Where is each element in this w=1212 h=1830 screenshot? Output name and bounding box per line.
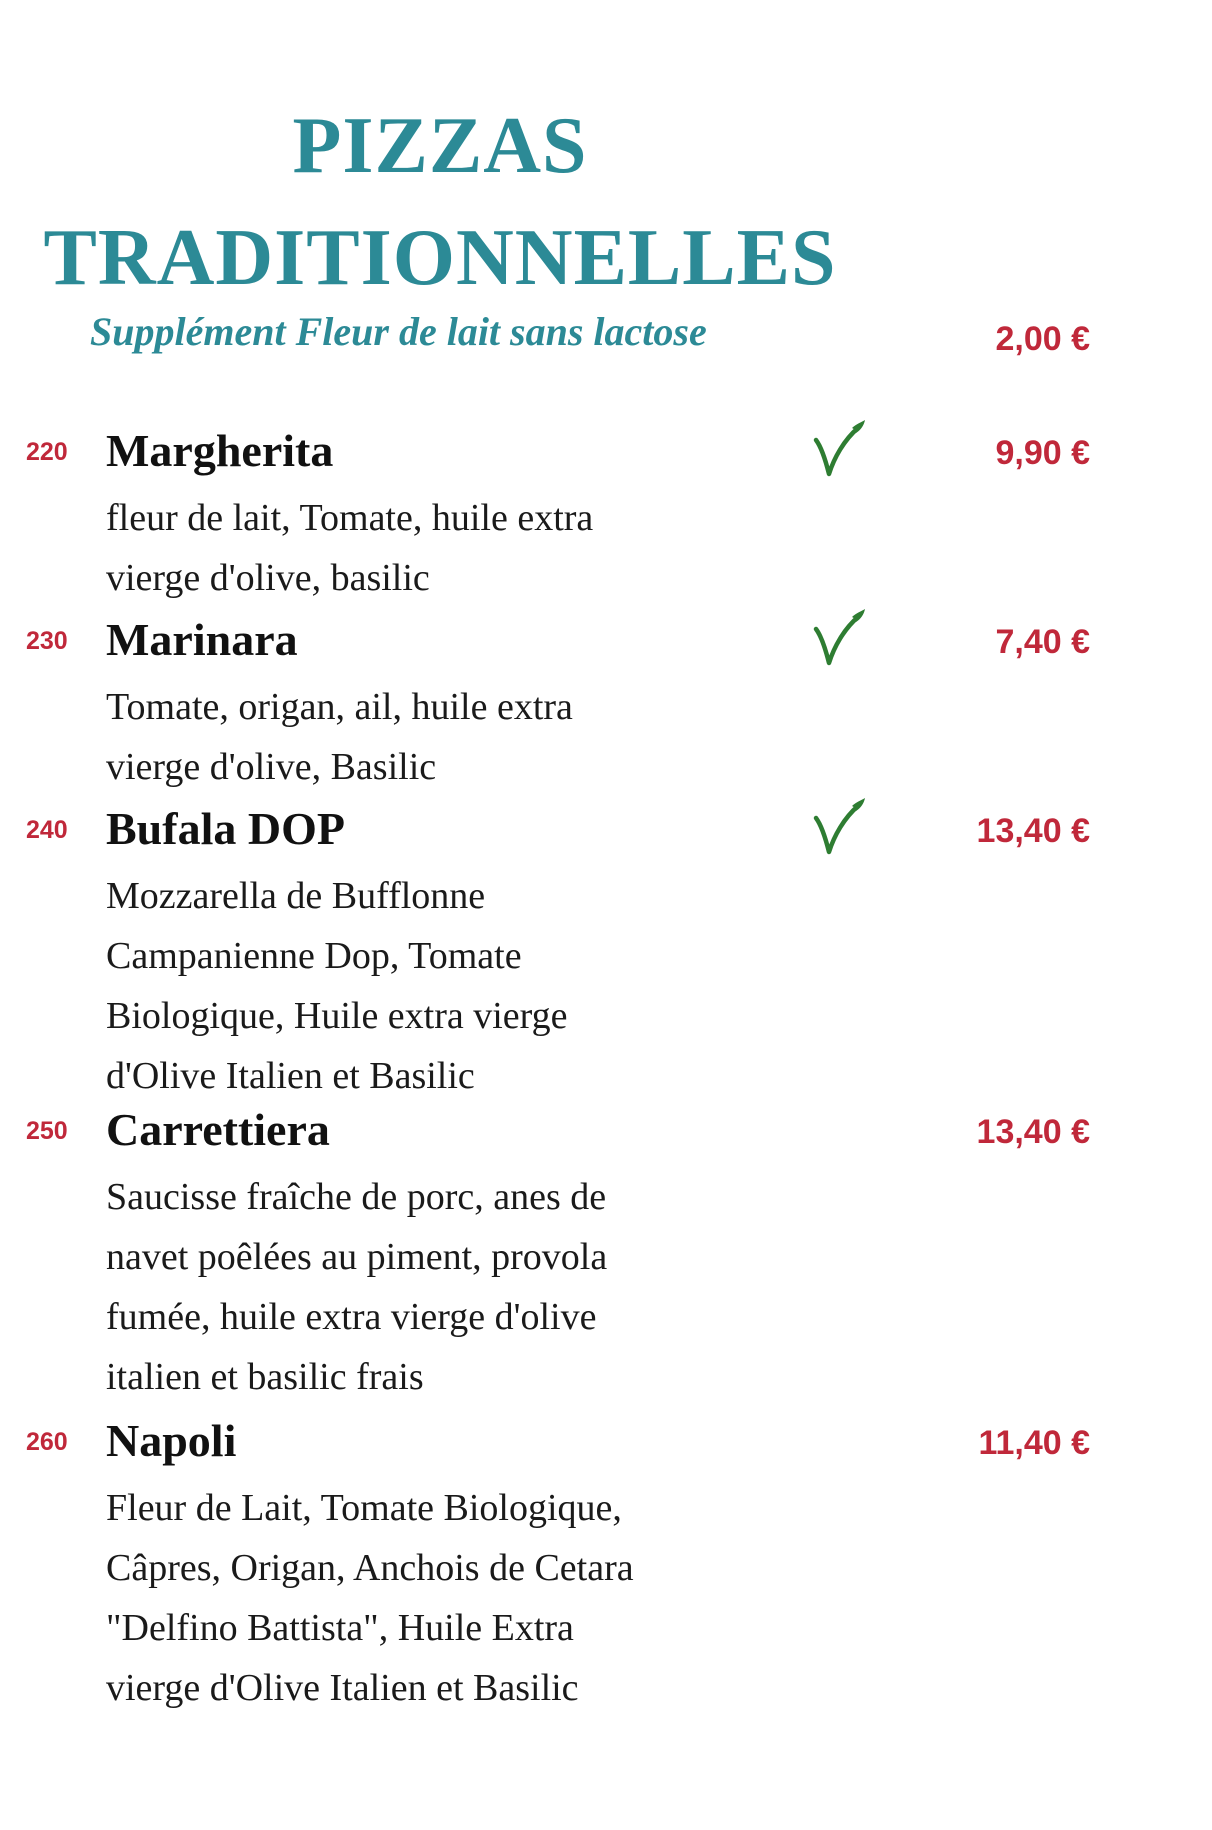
item-number: 240 bbox=[26, 816, 68, 844]
item-description-line: fleur de lait, Tomate, huile extra bbox=[106, 497, 594, 539]
item-description-line: Saucisse fraîche de porc, anes de bbox=[106, 1176, 607, 1218]
item-description bbox=[106, 866, 766, 1106]
item-description-line: Tomate, origan, ail, huile extra bbox=[106, 686, 573, 728]
vegetarian-check-icon bbox=[812, 796, 868, 862]
item-description-line: Mozzarella de Bufflonne bbox=[106, 875, 486, 917]
supplement-label: Supplément Fleur de lait sans lactose bbox=[90, 309, 707, 354]
item-description-line: vierge d'Olive Italien et Basilic bbox=[106, 1667, 579, 1709]
item-description-line: Fleur de Lait, Tomate Biologique, bbox=[106, 1487, 622, 1529]
item-number: 230 bbox=[26, 627, 68, 655]
item-number: 260 bbox=[26, 1428, 68, 1456]
item-price: 13,40 € bbox=[976, 1113, 1090, 1151]
item-description bbox=[106, 1167, 766, 1407]
item-number: 220 bbox=[26, 438, 68, 466]
item-description-line: "Delfino Battista", Huile Extra bbox=[106, 1607, 574, 1649]
item-price: 13,40 € bbox=[976, 812, 1090, 850]
item-description-line: Campanienne Dop, Tomate bbox=[106, 935, 522, 977]
menu-title-line-1: PIZZAS bbox=[292, 102, 588, 190]
item-description-line: vierge d'olive, Basilic bbox=[106, 746, 437, 788]
item-description-line: d'Olive Italien et Basilic bbox=[106, 1055, 475, 1097]
item-description bbox=[106, 488, 766, 608]
item-description-line: Biologique, Huile extra vierge bbox=[106, 995, 568, 1037]
item-description-line: vierge d'olive, basilic bbox=[106, 557, 430, 599]
item-name: Napoli bbox=[106, 1415, 237, 1466]
menu-title-line-2: TRADITIONNELLES bbox=[43, 214, 837, 302]
supplement-price: 2,00 € bbox=[995, 320, 1090, 358]
item-description-line: italien et basilic frais bbox=[106, 1356, 424, 1398]
item-name: Marinara bbox=[106, 614, 298, 665]
item-price: 9,90 € bbox=[995, 434, 1090, 472]
item-name: Bufala DOP bbox=[106, 803, 345, 854]
item-price: 7,40 € bbox=[995, 623, 1090, 661]
item-name: Margherita bbox=[106, 425, 334, 476]
item-description-line: navet poêlées au piment, provola bbox=[106, 1236, 608, 1278]
vegetarian-check-icon bbox=[812, 607, 868, 673]
item-description-line: Câpres, Origan, Anchois de Cetara bbox=[106, 1547, 634, 1589]
item-price: 11,40 € bbox=[978, 1424, 1090, 1462]
item-name: Carrettiera bbox=[106, 1104, 330, 1155]
vegetarian-check-icon bbox=[812, 418, 868, 484]
item-description bbox=[106, 1478, 766, 1718]
item-description-line: fumée, huile extra vierge d'olive bbox=[106, 1296, 597, 1338]
item-description bbox=[106, 677, 766, 797]
item-number: 250 bbox=[26, 1117, 68, 1145]
